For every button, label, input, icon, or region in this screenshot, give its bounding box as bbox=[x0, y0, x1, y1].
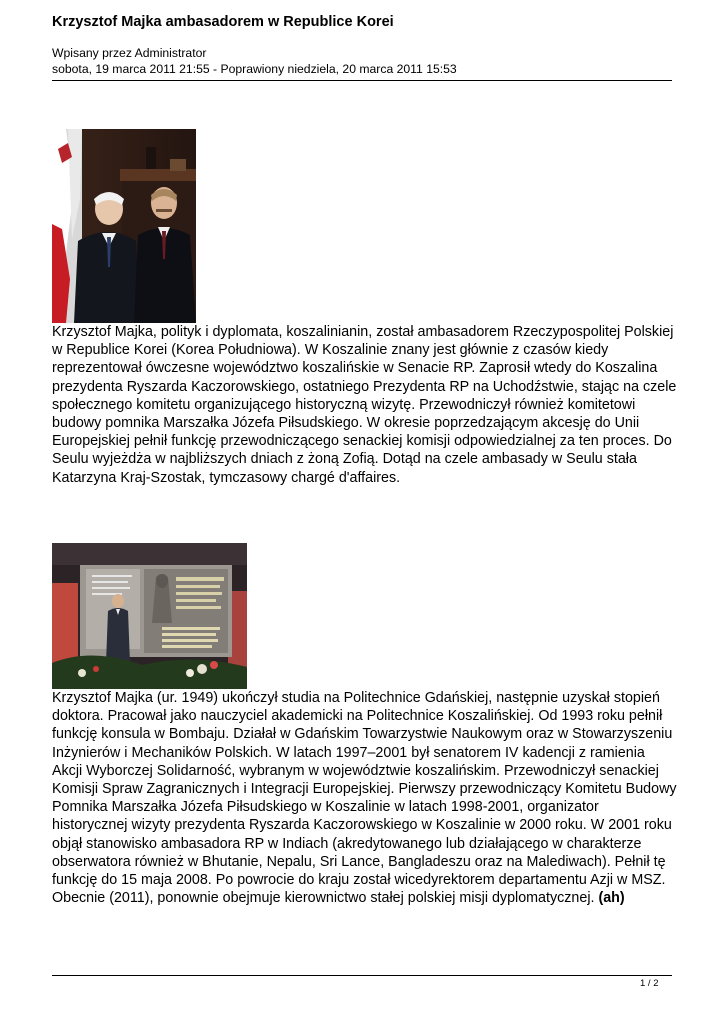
paragraph-2-text: Krzysztof Majka (ur. 1949) ukończył studia na Politechnice Gdańskiej, następnie uzyskał stopień doktora. Pracował jako nauczyciel akademicki na Politechnice Koszalińskiej. Od 1993 roku pełnił funkcję konsula w Bombaju. Działał w Gdańskim Towarzystwie Naukowym oraz w Stowarzyszeniu Inżynierów i Mechaników Polskich. W latach 1997–2001 był senatorem IV kadencji z ramienia Akcji Wyborczej Solidarność, wybranym w województwie koszalińskim. Przewodniczył senackiej Komisji Spraw Zagranicznych i Integracji Europejskiej. Pierwszy przewodniczący Komitetu Budowy Pomnika Marszałka Józefa Piłsudskiego w Koszalinie w latach 1998-2001, organizator historycznej wizyty prezydenta Ryszarda Kaczorowskiego w Koszalinie w 2000 roku. W 2001 roku objął stanowisko ambasadora RP w Indiach (akredytowanego lub działającego w charakterze obserwatora również w Bhutanie, Nepalu, Sri Lance, Bangladeszu oraz na Malediwach). Pełnił tę funkcję do 15 maja 2008. Po powrocie do kraju został wicedyrektorem departamentu Azji w MSZ. Obecnie (2011), ponownie obejmuje kierownictwo stałej polskiej misji dyplomatycznej. bbox=[52, 690, 677, 907]
article-paragraph-1: Krzysztof Majka, polityk i dyplomata, koszalinianin, został ambasadorem Rzeczypospolitej Polskiej w Republice Korei (Korea Południowa). W Koszalinie znany jest głównie z czasów kiedy reprezentował ówczesne województwo koszalińskie w Senacie RP. Zaprosił wtedy do Koszalina prezydenta Ryszarda Kaczorowskiego, ostatniego Prezydenta RP na Uchodźstwie, stając na czele społecznego komitetu organizującego historyczną wizytę. Przewodniczył również komitetowi budowy pomnika Marszałka Józefa Piłsudskiego. W okresie poprzedzającym akcesję do Unii Europejskiej pełnił funkcję przewodniczącego senackiej komisji odpowiedzialnej za ten proces. Do Seulu wyjeżdża w najbliższych dniach z żoną Zofią. Dotąd na czele ambasady w Seulu stała Katarzyna Kraj-Szostak, tymczasowy chargé d'affaires. bbox=[52, 324, 677, 486]
article-meta bbox=[52, 46, 457, 77]
article-title: Krzysztof Majka ambasadorem w Republice Korei bbox=[52, 14, 394, 30]
article-paragraph-2 bbox=[52, 689, 677, 907]
author-signature: (ah) bbox=[598, 890, 625, 907]
photo-memorial-plaque bbox=[52, 543, 247, 689]
photo-two-men-with-flag bbox=[52, 129, 196, 323]
page-number: 1 / 2 bbox=[640, 978, 659, 989]
author-line: Wpisany przez Administrator bbox=[52, 46, 207, 60]
date-line: sobota, 19 marca 2011 21:55 - Poprawiony niedziela, 20 marca 2011 15:53 bbox=[52, 61, 457, 76]
header-divider bbox=[52, 80, 672, 81]
footer-divider bbox=[52, 975, 672, 976]
